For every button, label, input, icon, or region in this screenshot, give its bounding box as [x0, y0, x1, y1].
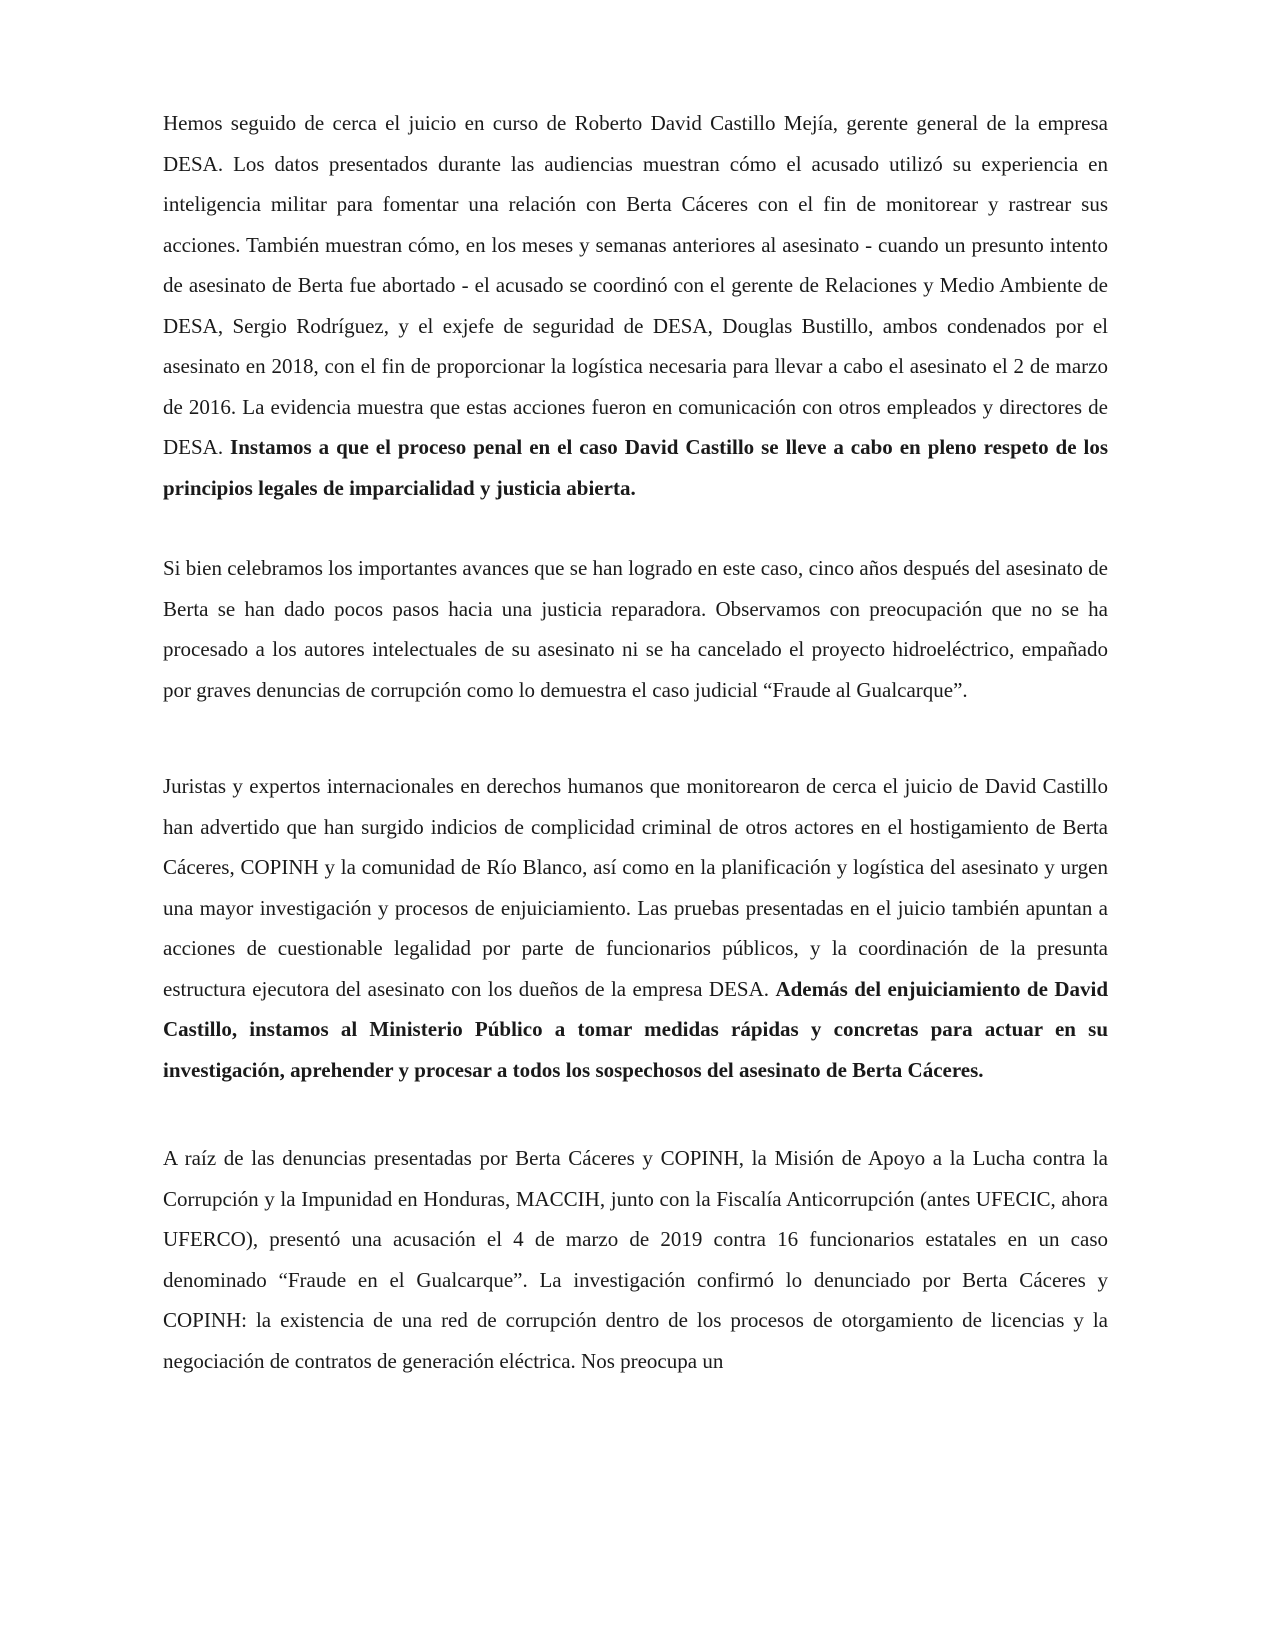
paragraph-text: Hemos seguido de cerca el juicio en curso de Roberto David Castillo Mejía, gerente general de la empresa DESA. Los datos presentados durante las audiencias muestran cómo el acusado utilizó su experiencia en inteligencia militar para fomentar una relación con Berta Cáceres con el fin de monitorear y rastrear sus acciones. También muestran cómo, en los meses y semanas anteriores al asesinato - cuando un presunto intento de asesinato de Berta fue abortado - el acusado se coordinó con el gerente de Relaciones y Medio Ambiente de DESA, Sergio Rodríguez, y el exjefe de seguridad de DESA, Douglas Bustillo, ambos condenados por el asesinato en 2018, con el fin de proporcionar la logística necesaria para llevar a cabo el asesinato el 2 de marzo de 2016. La evidencia muestra que estas acciones fueron en comunicación con otros empleados y directores de DESA. — [163, 111, 1108, 459]
paragraph-fraude-gualcarque — [163, 1138, 1108, 1381]
paragraph-emphasis: Además del enjuiciamiento de David Castillo, instamos al Ministerio Público a tomar medidas rápidas y concretas para actuar en su investigación, aprehender y procesar a todos los sospechosos del asesinato de Berta Cáceres. — [163, 976, 1109, 1082]
paragraph-text: A raíz de las denuncias presentadas por Berta Cáceres y COPINH, la Misión de Apoyo a la Lucha contra la Corrupción y la Impunidad en Honduras, MACCIH, junto con la Fiscalía Anticorrupción (antes UFECIC, ahora UFERCO), presentó una acusación el 4 de marzo de 2019 contra 16 funcionarios estatales en un caso denominado “Fraude en el Gualcarque”. La investigación confirmó lo denunciado por Berta Cáceres y COPINH: la existencia de una red de corrupción dentro de los procesos de otorgamiento de licencias y la negociación de contratos de generación eléctrica. Nos preocupa un — [163, 1146, 1108, 1373]
paragraph-reparative-justice — [163, 548, 1108, 710]
paragraph-text: Juristas y expertos internacionales en derechos humanos que monitorearon de cerca el juicio de David Castillo han advertido que han surgido indicios de complicidad criminal de otros actores en el hostigamiento de Berta Cáceres, COPINH y la comunidad de Río Blanco, así como en la planificación y logística del asesinato y urgen una mayor investigación y procesos de enjuiciamiento. Las pruebas presentadas en el juicio también apuntan a acciones de cuestionable legalidad por parte de funcionarios públicos, y la coordinación de la presunta estructura ejecutora del asesinato con los dueños de la empresa DESA. — [163, 774, 1108, 1001]
document-body — [163, 103, 1108, 1381]
paragraph-castillo-trial — [163, 103, 1108, 508]
paragraph-international-experts — [163, 766, 1108, 1090]
paragraph-text: Si bien celebramos los importantes avances que se han logrado en este caso, cinco años después del asesinato de Berta se han dado pocos pasos hacia una justicia reparadora. Observamos con preocupación que no se ha procesado a los autores intelectuales de su asesinato ni se ha cancelado el proyecto hidroeléctrico, empañado por graves denuncias de corrupción como lo demuestra el caso judicial “Fraude al Gualcarque”. — [163, 556, 1108, 702]
paragraph-emphasis: Instamos a que el proceso penal en el caso David Castillo se lleve a cabo en pleno respeto de los principios legales de imparcialidad y justicia abierta. — [163, 435, 1108, 500]
